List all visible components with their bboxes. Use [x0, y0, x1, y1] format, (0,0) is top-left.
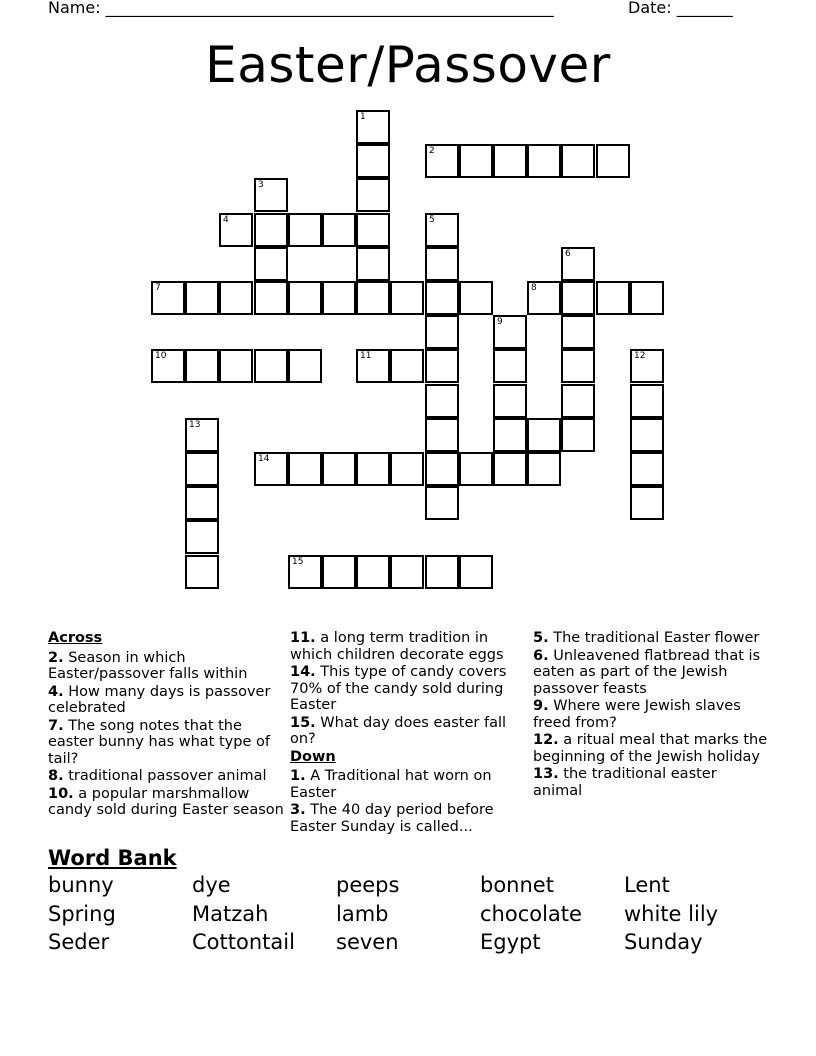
grid-cell[interactable]: [254, 178, 288, 212]
grid-cell[interactable]: [527, 144, 561, 178]
clue-across-4: 4. How many days is passover celebrated: [48, 683, 271, 716]
grid-cell[interactable]: [185, 418, 219, 452]
clue-across-10: 10. a popular marshmallow candy sold during Easter season: [48, 785, 284, 818]
grid-cell[interactable]: [185, 555, 219, 589]
grid-cell[interactable]: [356, 144, 390, 178]
clue-number: 15: [292, 557, 304, 567]
clue-down-13: 13. the traditional easter animal: [533, 766, 717, 799]
clues-column-2: [290, 630, 526, 836]
grid-cell[interactable]: [630, 418, 664, 452]
grid-cell[interactable]: [459, 281, 493, 315]
word-bank-item: lamb: [336, 902, 389, 926]
clue-across-7: 7. The song notes that the easter bunny has what type of tail?: [48, 717, 270, 767]
grid-cell[interactable]: [185, 349, 219, 383]
down-heading: Down: [290, 748, 336, 765]
grid-cell[interactable]: [493, 418, 527, 452]
grid-cell[interactable]: [356, 178, 390, 212]
grid-cell[interactable]: [288, 281, 322, 315]
grid-cell[interactable]: [630, 281, 664, 315]
grid-cell[interactable]: [254, 281, 288, 315]
grid-cell[interactable]: [561, 281, 595, 315]
grid-cell[interactable]: [390, 452, 424, 486]
grid-cell[interactable]: [185, 281, 219, 315]
grid-cell[interactable]: [322, 281, 356, 315]
grid-cell[interactable]: [288, 452, 322, 486]
clue-number: 5: [429, 215, 435, 225]
grid-cell[interactable]: [254, 213, 288, 247]
clues-column-1: [48, 630, 284, 820]
word-bank-item: Spring: [48, 902, 116, 926]
word-bank-item: bonnet: [480, 873, 554, 897]
grid-cell[interactable]: [630, 384, 664, 418]
grid-cell[interactable]: [527, 452, 561, 486]
word-bank-item: Matzah: [192, 902, 269, 926]
clue-number: 10: [155, 351, 167, 361]
grid-cell[interactable]: [185, 486, 219, 520]
word-bank-item: Cottontail: [192, 930, 295, 954]
clue-number: 6: [565, 249, 571, 259]
word-bank-item: Sunday: [624, 930, 703, 954]
grid-cell[interactable]: [288, 213, 322, 247]
grid-cell[interactable]: [254, 452, 288, 486]
grid-cell[interactable]: [561, 384, 595, 418]
grid-cell[interactable]: [356, 452, 390, 486]
grid-cell[interactable]: [596, 281, 630, 315]
clue-number: 9: [497, 317, 503, 327]
grid-cell[interactable]: [219, 213, 253, 247]
grid-cell[interactable]: [527, 281, 561, 315]
grid-cell[interactable]: [356, 555, 390, 589]
clue-number: 3: [258, 180, 264, 190]
grid-cell[interactable]: [561, 349, 595, 383]
grid-cell[interactable]: [425, 213, 459, 247]
grid-cell[interactable]: [288, 555, 322, 589]
word-bank-item: seven: [336, 930, 399, 954]
grid-cell[interactable]: [425, 281, 459, 315]
clue-number: 8: [531, 283, 537, 293]
grid-cell[interactable]: [630, 486, 664, 520]
grid-cell[interactable]: [356, 247, 390, 281]
word-bank-item: white lily: [624, 902, 719, 926]
clue-across-14: 14. This type of candy covers 70% of the candy sold during Easter: [290, 664, 507, 713]
grid-cell[interactable]: [322, 452, 356, 486]
word-bank-item: dye: [192, 873, 231, 897]
clue-down-6: 6. Unleavened flatbread that is eaten as part of the Jewish passover feasts: [533, 647, 761, 697]
grid-cell[interactable]: [185, 520, 219, 554]
clue-number: 14: [258, 454, 270, 464]
grid-cell[interactable]: [425, 555, 459, 589]
grid-cell[interactable]: [459, 555, 493, 589]
word-bank-item: Lent: [624, 873, 670, 897]
grid-cell[interactable]: [322, 555, 356, 589]
grid-cell[interactable]: [425, 315, 459, 349]
grid-cell[interactable]: [219, 349, 253, 383]
grid-cell[interactable]: [596, 144, 630, 178]
clue-number: 4: [223, 215, 229, 225]
clue-down-1: 1. A Traditional hat worn on Easter: [290, 768, 492, 801]
grid-cell[interactable]: [493, 349, 527, 383]
clue-down-5: 5. The traditional Easter flower: [533, 630, 760, 646]
clue-down-3: 3. The 40 day period before Easter Sunday is called...: [290, 802, 494, 835]
grid-cell[interactable]: [356, 213, 390, 247]
grid-cell[interactable]: [151, 349, 185, 383]
grid-cell[interactable]: [630, 349, 664, 383]
clue-across-11: 11. a long term tradition in which children decorate eggs: [290, 630, 504, 663]
across-heading: Across: [48, 630, 103, 646]
word-bank-item: bunny: [48, 873, 114, 897]
clues-column-3: [533, 630, 769, 800]
word-bank-title: Word Bank: [48, 846, 177, 870]
grid-cell[interactable]: [151, 281, 185, 315]
puzzle-title: Easter/Passover: [205, 36, 611, 94]
grid-cell[interactable]: [630, 452, 664, 486]
clue-number: 13: [189, 420, 201, 430]
grid-cell[interactable]: [425, 384, 459, 418]
grid-cell[interactable]: [425, 349, 459, 383]
grid-cell[interactable]: [425, 452, 459, 486]
grid-cell[interactable]: [390, 281, 424, 315]
word-bank-item: peeps: [336, 873, 400, 897]
grid-cell[interactable]: [493, 144, 527, 178]
grid-cell[interactable]: [288, 349, 322, 383]
name-field-label: Name: ________________________________________________________: [48, 0, 554, 17]
clue-across-15: 15. What day does easter fall on?: [290, 714, 507, 747]
clue-down-12: 12. a ritual meal that marks the beginning of the Jewish holiday: [533, 732, 768, 765]
clue-across-8: 8. traditional passover animal: [48, 768, 267, 784]
grid-cell[interactable]: [527, 418, 561, 452]
word-bank-item: chocolate: [480, 902, 582, 926]
date-field-label: Date: _______: [628, 0, 733, 17]
grid-cell[interactable]: [561, 247, 595, 281]
clue-number: 2: [429, 146, 435, 156]
grid-cell[interactable]: [425, 247, 459, 281]
grid-cell[interactable]: [459, 452, 493, 486]
grid-cell[interactable]: [561, 315, 595, 349]
grid-cell[interactable]: [493, 384, 527, 418]
grid-cell[interactable]: [390, 555, 424, 589]
grid-cell[interactable]: [425, 486, 459, 520]
clue-down-9: 9. Where were Jewish slaves freed from?: [533, 698, 741, 731]
grid-cell[interactable]: [185, 452, 219, 486]
grid-cell[interactable]: [254, 349, 288, 383]
grid-cell[interactable]: [425, 144, 459, 178]
clue-number: 1: [360, 112, 366, 122]
clue-across-2: 2. Season in which Easter/passover falls within: [48, 649, 248, 682]
clue-number: 12: [634, 351, 646, 361]
grid-cell[interactable]: [459, 144, 493, 178]
grid-cell[interactable]: [219, 281, 253, 315]
clue-number: 11: [360, 351, 372, 361]
grid-cell[interactable]: [493, 452, 527, 486]
grid-cell[interactable]: [561, 418, 595, 452]
word-bank-item: Egypt: [480, 930, 541, 954]
grid-cell[interactable]: [561, 144, 595, 178]
grid-cell[interactable]: [254, 247, 288, 281]
word-bank-item: Seder: [48, 930, 110, 954]
clue-number: 7: [155, 283, 161, 293]
grid-cell[interactable]: [425, 418, 459, 452]
grid-cell[interactable]: [356, 281, 390, 315]
grid-cell[interactable]: [356, 110, 390, 144]
grid-cell[interactable]: [356, 349, 390, 383]
grid-cell[interactable]: [390, 349, 424, 383]
grid-cell[interactable]: [493, 315, 527, 349]
grid-cell[interactable]: [322, 213, 356, 247]
